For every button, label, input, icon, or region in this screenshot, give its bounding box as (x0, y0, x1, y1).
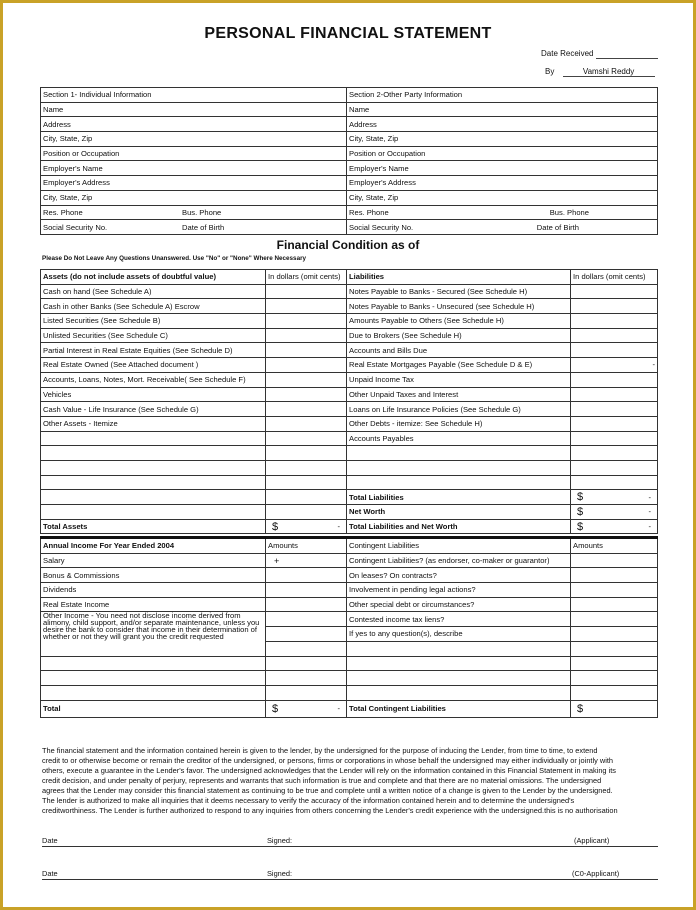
contingent-row: Other special debt or circumstances? (347, 597, 571, 612)
total-liabilities-net-worth-value[interactable] (571, 519, 658, 534)
s2-dob: Date of Birth (536, 222, 579, 232)
s2-field[interactable]: City, State, Zip (347, 190, 658, 205)
contingent-header: Contingent Liabilities (347, 538, 571, 554)
liability-amount[interactable] (571, 460, 658, 475)
liability-amount[interactable] (571, 402, 658, 417)
disclaimer-paragraph (42, 746, 658, 816)
contingent-amount[interactable] (571, 627, 658, 642)
date-received (541, 49, 658, 59)
s1-field[interactable]: Address (41, 117, 347, 132)
asset-amount[interactable] (266, 387, 347, 402)
income-amount[interactable] (266, 671, 347, 686)
other-income-note: Other Income - You need not disclose income derived from alimony, child support, and/or separate maintenance, unless you desire the bank to consider that income in their determination of whether or not they will grant you the credit requested (41, 612, 266, 656)
liability-row: Other Debts - itemize: See Schedule H) (347, 416, 571, 431)
liabilities-header: Liabilities (347, 270, 571, 285)
liability-amount[interactable] (571, 328, 658, 343)
s1-field[interactable]: Employer's Address (41, 176, 347, 191)
contingent-amount[interactable] (571, 671, 658, 686)
asset-amount[interactable] (266, 314, 347, 329)
section1-header: Section 1- Individual Information (41, 88, 347, 103)
s1-field[interactable]: City, State, Zip (41, 190, 347, 205)
dash-value: - (337, 704, 340, 714)
asset-row-blank[interactable] (41, 431, 266, 446)
s1-field[interactable]: Employer's Name (41, 161, 347, 176)
liability-row-blank[interactable] (347, 475, 571, 490)
asset-row: Other Assets - Itemize (41, 416, 266, 431)
liability-amount[interactable] (571, 387, 658, 402)
net-worth-label: Net Worth (347, 505, 571, 520)
liability-row: Accounts and Bills Due (347, 343, 571, 358)
s2-phones[interactable] (347, 205, 658, 220)
disclaimer-line: The financial statement and the information contained herein is given to the lender, by the undersigned for the purpose of inducing the Lender, from time to time, to extend (42, 746, 598, 755)
contingent-amount[interactable] (571, 685, 658, 700)
liability-amount[interactable] (571, 314, 658, 329)
date-received-label: Date Received (541, 49, 594, 58)
dollar-sign: $ (272, 520, 279, 533)
liability-row: Real Estate Mortgages Payable (See Schedule D & E) (347, 358, 571, 373)
asset-row: Partial Interest in Real Estate Equities (See Schedule D) (41, 343, 266, 358)
disclaimer-line: The lender is authorized to make all inquiries that it deems necessary to verify the accuracy of the information contained herein and to determine the undersigned's (42, 796, 575, 805)
income-row: Bonus & Commissions (41, 568, 266, 583)
liability-row: Due to Brokers (See Schedule H) (347, 328, 571, 343)
asset-amount[interactable] (266, 343, 347, 358)
income-row-blank[interactable] (41, 671, 266, 686)
contingent-row-blank[interactable] (347, 641, 571, 656)
liability-amount[interactable] (571, 284, 658, 299)
total-assets-value[interactable] (266, 519, 347, 534)
date-received-field[interactable] (596, 49, 658, 59)
income-row: Dividends (41, 583, 266, 598)
dash-value: - (648, 492, 651, 502)
s1-bus-phone: Bus. Phone (182, 207, 222, 217)
asset-amount[interactable] (266, 416, 347, 431)
contingent-amount[interactable] (571, 568, 658, 583)
s2-field[interactable]: Address (347, 117, 658, 132)
by-label: By (545, 67, 555, 76)
contingent-row: On leases? On contracts? (347, 568, 571, 583)
contingent-col-header: Amounts (571, 538, 658, 554)
total-liabilities-value[interactable] (571, 490, 658, 505)
asset-amount[interactable] (266, 372, 347, 387)
co-applicant-signature-line[interactable] (42, 867, 658, 880)
asset-row: Real Estate Owned (See Attached document ) (41, 358, 266, 373)
s2-field[interactable]: Employer's Address (347, 176, 658, 191)
contingent-row: If yes to any question(s), describe (347, 627, 571, 642)
liability-amount[interactable] (571, 475, 658, 490)
asset-amount[interactable] (266, 446, 347, 461)
asset-amount[interactable] (266, 402, 347, 417)
signed-label: Signed: (267, 869, 293, 878)
asset-amount[interactable] (266, 299, 347, 314)
total-liabilities-net-worth-label: Total Liabilities and Net Worth (347, 519, 571, 534)
net-worth-value[interactable] (571, 505, 658, 520)
income-total-label: Total (41, 700, 266, 717)
co-applicant-label: (C0-Applicant) (572, 869, 620, 878)
assets-col-header: In dollars (omit cents) (266, 270, 347, 285)
financial-condition-title: Financial Condition as of (276, 238, 420, 252)
contingent-row-blank[interactable] (347, 671, 571, 686)
s2-ssn: Social Security No. (349, 222, 414, 232)
contingent-row-blank[interactable] (347, 685, 571, 700)
contingent-amount[interactable] (571, 656, 658, 671)
dash-value: - (337, 522, 340, 532)
asset-amount[interactable] (266, 460, 347, 475)
contingent-row-blank[interactable] (347, 656, 571, 671)
liability-row: Accounts Payables (347, 431, 571, 446)
signed-label: Signed: (267, 836, 293, 845)
dash-value: - (648, 522, 651, 532)
assets-header: Assets (do not include assets of doubtful value) (41, 270, 266, 285)
s1-res-phone: Res. Phone (43, 207, 83, 217)
total-contingent-label: Total Contingent Liabilities (347, 700, 571, 717)
income-row: Salary (41, 553, 266, 568)
liability-row-blank[interactable] (347, 446, 571, 461)
s1-field[interactable]: City, State, Zip (41, 132, 347, 147)
s1-field[interactable]: Position or Occupation (41, 146, 347, 161)
s2-field[interactable]: Employer's Name (347, 161, 658, 176)
income-amount[interactable] (266, 612, 347, 627)
liability-amount[interactable]: - (571, 358, 658, 373)
total-assets-label: Total Assets (41, 519, 266, 534)
liability-amount[interactable] (571, 343, 658, 358)
asset-row-blank[interactable] (41, 460, 266, 475)
page-title: PERSONAL FINANCIAL STATEMENT (204, 25, 492, 42)
assets-liabilities-table (40, 269, 658, 534)
s2-bus-phone: Bus. Phone (549, 207, 589, 217)
income-amount[interactable] (266, 641, 347, 656)
s2-field[interactable]: Position or Occupation (347, 146, 658, 161)
s1-phones[interactable] (41, 205, 347, 220)
income-amount[interactable]: + (266, 553, 347, 568)
asset-row: Cash on hand (See Schedule A) (41, 284, 266, 299)
asset-row-blank[interactable] (41, 475, 266, 490)
by-field[interactable]: Vamshi Reddy (563, 67, 655, 77)
asset-row-blank[interactable] (41, 490, 266, 505)
income-amount[interactable] (266, 568, 347, 583)
asset-amount[interactable] (266, 505, 347, 520)
liability-row: Notes Payable to Banks - Secured (See Schedule H) (347, 284, 571, 299)
dash-value: - (648, 507, 651, 517)
liability-amount[interactable] (571, 372, 658, 387)
liability-amount[interactable] (571, 416, 658, 431)
contingent-row: Involvement in pending legal actions? (347, 583, 571, 598)
by-line (545, 67, 655, 77)
date-label: Date (42, 869, 58, 878)
s2-res-phone: Res. Phone (349, 207, 389, 217)
asset-amount[interactable] (266, 328, 347, 343)
asset-row-blank[interactable] (41, 505, 266, 520)
s1-ssn-dob[interactable] (41, 220, 347, 235)
liability-amount[interactable] (571, 431, 658, 446)
dollar-sign: $ (577, 702, 584, 715)
asset-row: Accounts, Loans, Notes, Mort. Receivable( See Schedule F) (41, 372, 266, 387)
liability-row: Other Unpaid Taxes and Interest (347, 387, 571, 402)
s1-dob: Date of Birth (182, 222, 225, 232)
asset-row: Cash in other Banks (See Schedule A) Escrow (41, 299, 266, 314)
contingent-amount[interactable] (571, 583, 658, 598)
asset-amount[interactable] (266, 358, 347, 373)
contingent-row: Contingent Liabilities? (as endorser, co-maker or guarantor) (347, 553, 571, 568)
income-amount[interactable] (266, 583, 347, 598)
asset-row: Unlisted Securities (See Schedule C) (41, 328, 266, 343)
income-amount[interactable] (266, 597, 347, 612)
liability-row: Amounts Payable to Others (See Schedule H) (347, 314, 571, 329)
dollar-sign: $ (577, 505, 584, 518)
liability-row-blank[interactable] (347, 460, 571, 475)
income-amount[interactable] (266, 627, 347, 642)
asset-row: Vehicles (41, 387, 266, 402)
asset-amount[interactable] (266, 475, 347, 490)
dollar-sign: $ (577, 520, 584, 533)
s1-field[interactable]: Name (41, 102, 347, 117)
income-row-blank[interactable] (41, 685, 266, 700)
total-contingent-value[interactable] (571, 700, 658, 717)
date-label: Date (42, 836, 58, 845)
applicant-label: (Applicant) (574, 836, 610, 845)
statement-page (3, 3, 693, 907)
asset-amount[interactable] (266, 284, 347, 299)
asset-amount[interactable] (266, 490, 347, 505)
income-row-blank[interactable] (41, 656, 266, 671)
disclaimer-line: agrees that the Lender may consider this financial statement as continuing to be true and complete until a written notice of a change is given to the Lender by the undersigned. (42, 786, 613, 795)
asset-amount[interactable] (266, 431, 347, 446)
liability-row: Unpaid Income Tax (347, 372, 571, 387)
applicant-signature-line[interactable] (42, 834, 658, 847)
income-row: Real Estate Income (41, 597, 266, 612)
liability-row: Notes Payable to Banks - Unsecured (see Schedule H) (347, 299, 571, 314)
income-header: Annual Income For Year Ended 2004 (41, 538, 266, 554)
dollar-sign: $ (577, 491, 584, 504)
contingent-row: Contested income tax liens? (347, 612, 571, 627)
s1-ssn: Social Security No. (43, 222, 108, 232)
income-contingent-table (40, 536, 658, 718)
warning-text: Please Do Not Leave Any Questions Unanswered. Use "No" or "None" Where Necessary (42, 255, 307, 262)
contingent-amount[interactable] (571, 553, 658, 568)
dollar-sign: $ (272, 702, 279, 715)
party-info-table (40, 87, 658, 235)
income-amount[interactable] (266, 685, 347, 700)
liability-amount[interactable] (571, 299, 658, 314)
income-amount[interactable] (266, 656, 347, 671)
liabilities-col-header: In dollars (omit cents) (571, 270, 658, 285)
liability-amount[interactable] (571, 446, 658, 461)
income-total-value[interactable] (266, 700, 347, 717)
income-col-header: Amounts (266, 538, 347, 554)
asset-row: Listed Securities (See Schedule B) (41, 314, 266, 329)
liability-row: Loans on Life Insurance Policies (See Schedule G) (347, 402, 571, 417)
asset-row: Cash Value - Life Insurance (See Schedule G) (41, 402, 266, 417)
s2-field[interactable]: City, State, Zip (347, 132, 658, 147)
s2-ssn-dob[interactable] (347, 220, 658, 235)
contingent-amount[interactable] (571, 641, 658, 656)
s2-field[interactable]: Name (347, 102, 658, 117)
contingent-amount[interactable] (571, 597, 658, 612)
total-liabilities-label: Total Liabilities (347, 490, 571, 505)
section2-header: Section 2-Other Party Information (347, 88, 658, 103)
disclaimer-line: creditworthiness. The Lender is further authorized to respond to any inquiries from others concerning the Lender's credit experience with the undersigned.this is no authorisation (42, 806, 618, 815)
disclaimer-line: others, execute a guarantee in the Lender's favor. The undersigned acknowledges that the Lender will rely on the information contained in this Financial Statement in making its (42, 766, 616, 775)
disclaimer-line: credit decision, and under penalty of perjury, represents and warrants that such information is true and complete and that there are no material omissions. The undersigned (42, 776, 602, 785)
contingent-amount[interactable] (571, 612, 658, 627)
asset-row-blank[interactable] (41, 446, 266, 461)
disclaimer-line: credit to or otherwise become or remain the creditor of the undersigned, or persons, firms or corporations in whose behalf the undersigned may either individually or jointly with (42, 756, 614, 765)
